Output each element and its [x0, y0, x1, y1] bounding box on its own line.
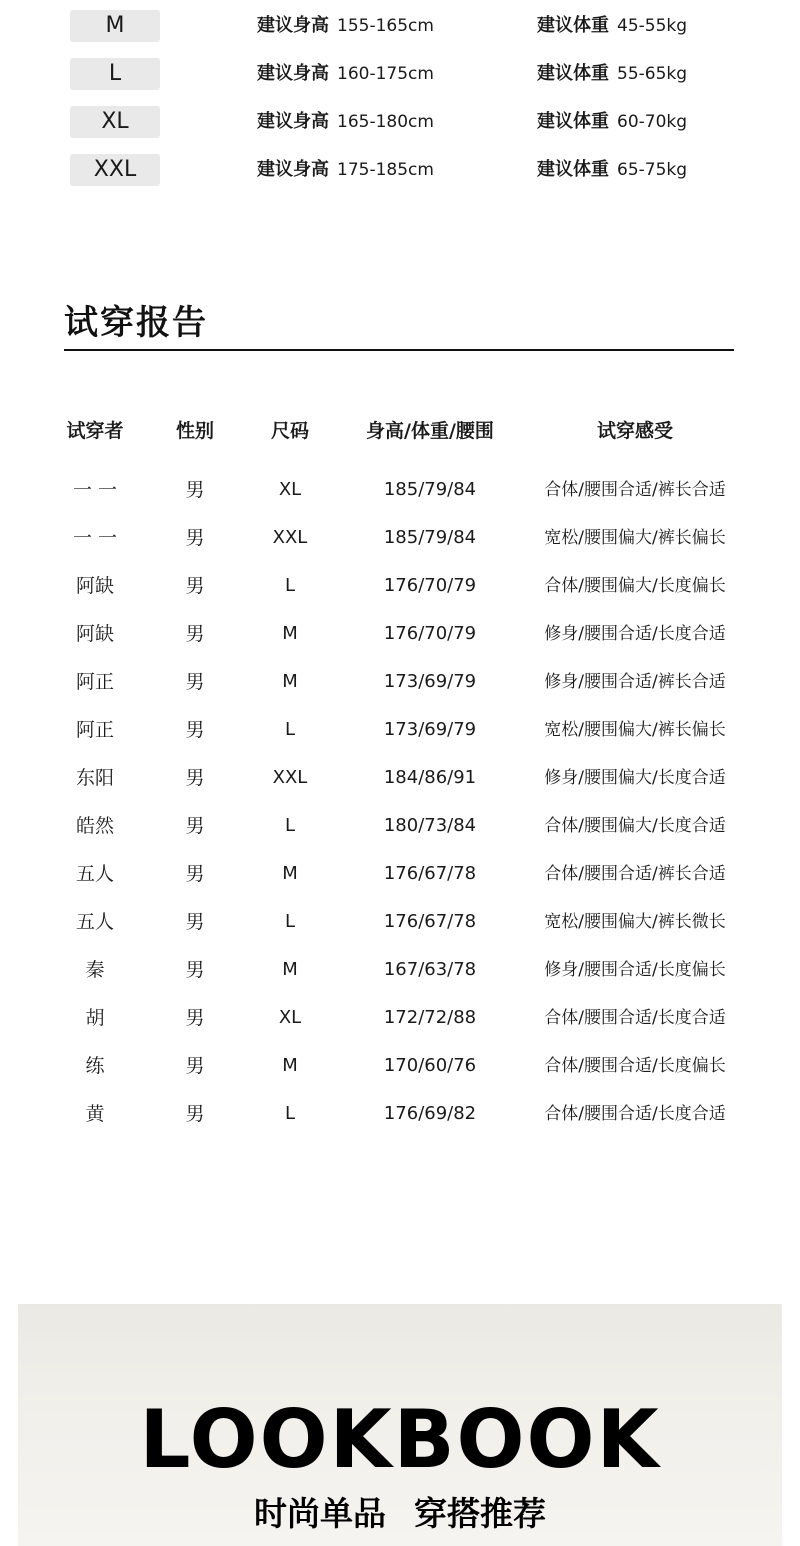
- table-row: [0, 1094, 800, 1134]
- cell-measurements: 167/63/78: [383, 959, 477, 980]
- size-badge: M: [70, 10, 160, 42]
- cell-gender: 男: [185, 1055, 205, 1077]
- height-label: 建议身高: [257, 159, 329, 180]
- cell-size: M: [282, 959, 298, 980]
- cell-size: L: [284, 815, 296, 836]
- cell-feel: 修身/腰围合适/长度合适: [544, 624, 726, 644]
- cell-gender: 男: [185, 575, 205, 597]
- weight-value: 60-70kg: [617, 112, 688, 132]
- size-badge: XXL: [70, 154, 160, 186]
- suggested-height: [257, 106, 434, 138]
- report-table-header: [0, 411, 800, 451]
- cell-name: 皓然: [75, 815, 114, 837]
- cell-feel: 合体/腰围偏大/长度偏长: [544, 576, 726, 596]
- cell-gender: 男: [185, 767, 205, 789]
- cell-size: XXL: [272, 527, 308, 548]
- lookbook-title: LOOKBOOK: [139, 1393, 661, 1486]
- suggested-height: [257, 10, 434, 42]
- cell-name: 五人: [75, 911, 114, 933]
- cell-name: 五人: [75, 863, 114, 885]
- subtitle-left: 时尚单品: [254, 1494, 386, 1533]
- height-value: 155-165cm: [337, 16, 434, 36]
- table-row: [0, 470, 800, 510]
- cell-size: L: [284, 911, 296, 932]
- header-measurements: 身高/体重/腰围: [366, 420, 494, 442]
- subtitle-right: 穿搭推荐: [414, 1494, 546, 1533]
- cell-size: XL: [278, 1007, 302, 1028]
- cell-gender: 男: [185, 527, 205, 549]
- header-gender: 性别: [175, 420, 214, 442]
- cell-feel: 合体/腰围合适/裤长合适: [544, 864, 726, 884]
- suggested-weight: [537, 58, 687, 90]
- cell-size: L: [284, 575, 296, 596]
- cell-feel: 合体/腰围偏大/长度合适: [544, 816, 726, 836]
- table-row: [0, 710, 800, 750]
- cell-feel: 合体/腰围合适/长度合适: [544, 1104, 726, 1124]
- cell-size: M: [282, 863, 298, 884]
- cell-measurements: 173/69/79: [383, 719, 477, 740]
- height-value: 160-175cm: [337, 64, 434, 84]
- size-row: [0, 154, 800, 188]
- table-row: [0, 758, 800, 798]
- table-row: [0, 998, 800, 1038]
- height-label: 建议身高: [257, 111, 329, 132]
- cell-feel: 合体/腰围合适/长度偏长: [544, 1056, 726, 1076]
- cell-feel: 修身/腰围合适/裤长合适: [544, 672, 726, 692]
- size-row: [0, 58, 800, 92]
- weight-label: 建议体重: [537, 159, 609, 180]
- cell-measurements: 176/67/78: [383, 863, 477, 884]
- cell-name: 黄: [85, 1103, 105, 1125]
- table-row: [0, 902, 800, 942]
- cell-feel: 宽松/腰围偏大/裤长偏长: [544, 528, 726, 548]
- table-row: [0, 614, 800, 654]
- cell-name: 阿正: [75, 671, 114, 693]
- cell-size: XXL: [272, 767, 308, 788]
- cell-gender: 男: [185, 911, 205, 933]
- table-row: [0, 806, 800, 846]
- suggested-height: [257, 154, 434, 186]
- weight-value: 55-65kg: [617, 64, 688, 84]
- lookbook-banner: [18, 1304, 782, 1546]
- cell-size: M: [282, 623, 298, 644]
- height-value: 165-180cm: [337, 112, 434, 132]
- cell-name: 阿缺: [75, 575, 114, 597]
- cell-gender: 男: [185, 863, 205, 885]
- cell-gender: 男: [185, 1007, 205, 1029]
- cell-feel: 合体/腰围合适/裤长合适: [544, 480, 726, 500]
- cell-size: M: [282, 671, 298, 692]
- cell-name: 练: [85, 1055, 105, 1077]
- cell-feel: 修身/腰围合适/长度偏长: [544, 960, 726, 980]
- cell-gender: 男: [185, 815, 205, 837]
- size-row: [0, 10, 800, 44]
- header-name: 试穿者: [66, 420, 124, 442]
- weight-value: 45-55kg: [617, 16, 688, 36]
- cell-measurements: 173/69/79: [383, 671, 477, 692]
- cell-name: 阿缺: [75, 623, 114, 645]
- cell-measurements: 176/67/78: [383, 911, 477, 932]
- suggested-weight: [537, 154, 687, 186]
- cell-measurements: 184/86/91: [383, 767, 477, 788]
- cell-feel: 宽松/腰围偏大/裤长偏长: [544, 720, 726, 740]
- cell-size: L: [284, 719, 296, 740]
- table-row: [0, 518, 800, 558]
- suggested-weight: [537, 10, 687, 42]
- suggested-weight: [537, 106, 687, 138]
- weight-value: 65-75kg: [617, 160, 688, 180]
- cell-measurements: 172/72/88: [383, 1007, 477, 1028]
- cell-feel: 合体/腰围合适/长度合适: [544, 1008, 726, 1028]
- cell-measurements: 176/70/79: [383, 623, 477, 644]
- cell-name: 东阳: [75, 767, 114, 789]
- height-value: 175-185cm: [337, 160, 434, 180]
- cell-measurements: 176/69/82: [383, 1103, 477, 1124]
- header-feel: 试穿感受: [596, 420, 673, 442]
- cell-name: 胡: [85, 1007, 105, 1029]
- lookbook-subtitle: [18, 1492, 782, 1536]
- cell-gender: 男: [185, 1103, 205, 1125]
- weight-label: 建议体重: [537, 15, 609, 36]
- cell-name: 一 一: [72, 479, 118, 501]
- cell-gender: 男: [185, 479, 205, 501]
- table-row: [0, 950, 800, 990]
- cell-measurements: 185/79/84: [383, 479, 477, 500]
- cell-feel: 修身/腰围偏大/长度合适: [544, 768, 726, 788]
- cell-measurements: 176/70/79: [383, 575, 477, 596]
- cell-measurements: 180/73/84: [383, 815, 477, 836]
- height-label: 建议身高: [257, 15, 329, 36]
- suggested-height: [257, 58, 434, 90]
- weight-label: 建议体重: [537, 111, 609, 132]
- size-row: [0, 106, 800, 140]
- cell-name: 阿正: [75, 719, 114, 741]
- cell-size: M: [282, 1055, 298, 1076]
- cell-measurements: 185/79/84: [383, 527, 477, 548]
- table-row: [0, 854, 800, 894]
- section-title: 试穿报告: [64, 303, 208, 343]
- cell-measurements: 170/60/76: [383, 1055, 477, 1076]
- cell-gender: 男: [185, 959, 205, 981]
- table-row: [0, 662, 800, 702]
- cell-gender: 男: [185, 719, 205, 741]
- cell-size: XL: [278, 479, 302, 500]
- header-size: 尺码: [270, 420, 309, 442]
- height-label: 建议身高: [257, 63, 329, 84]
- table-row: [0, 1046, 800, 1086]
- table-row: [0, 566, 800, 606]
- cell-name: 秦: [85, 959, 105, 981]
- size-badge: L: [70, 58, 160, 90]
- section-divider: [64, 349, 734, 351]
- size-badge: XL: [70, 106, 160, 138]
- cell-gender: 男: [185, 623, 205, 645]
- cell-name: 一 一: [72, 527, 118, 549]
- weight-label: 建议体重: [537, 63, 609, 84]
- cell-feel: 宽松/腰围偏大/裤长微长: [544, 912, 726, 932]
- cell-gender: 男: [185, 671, 205, 693]
- cell-size: L: [284, 1103, 296, 1124]
